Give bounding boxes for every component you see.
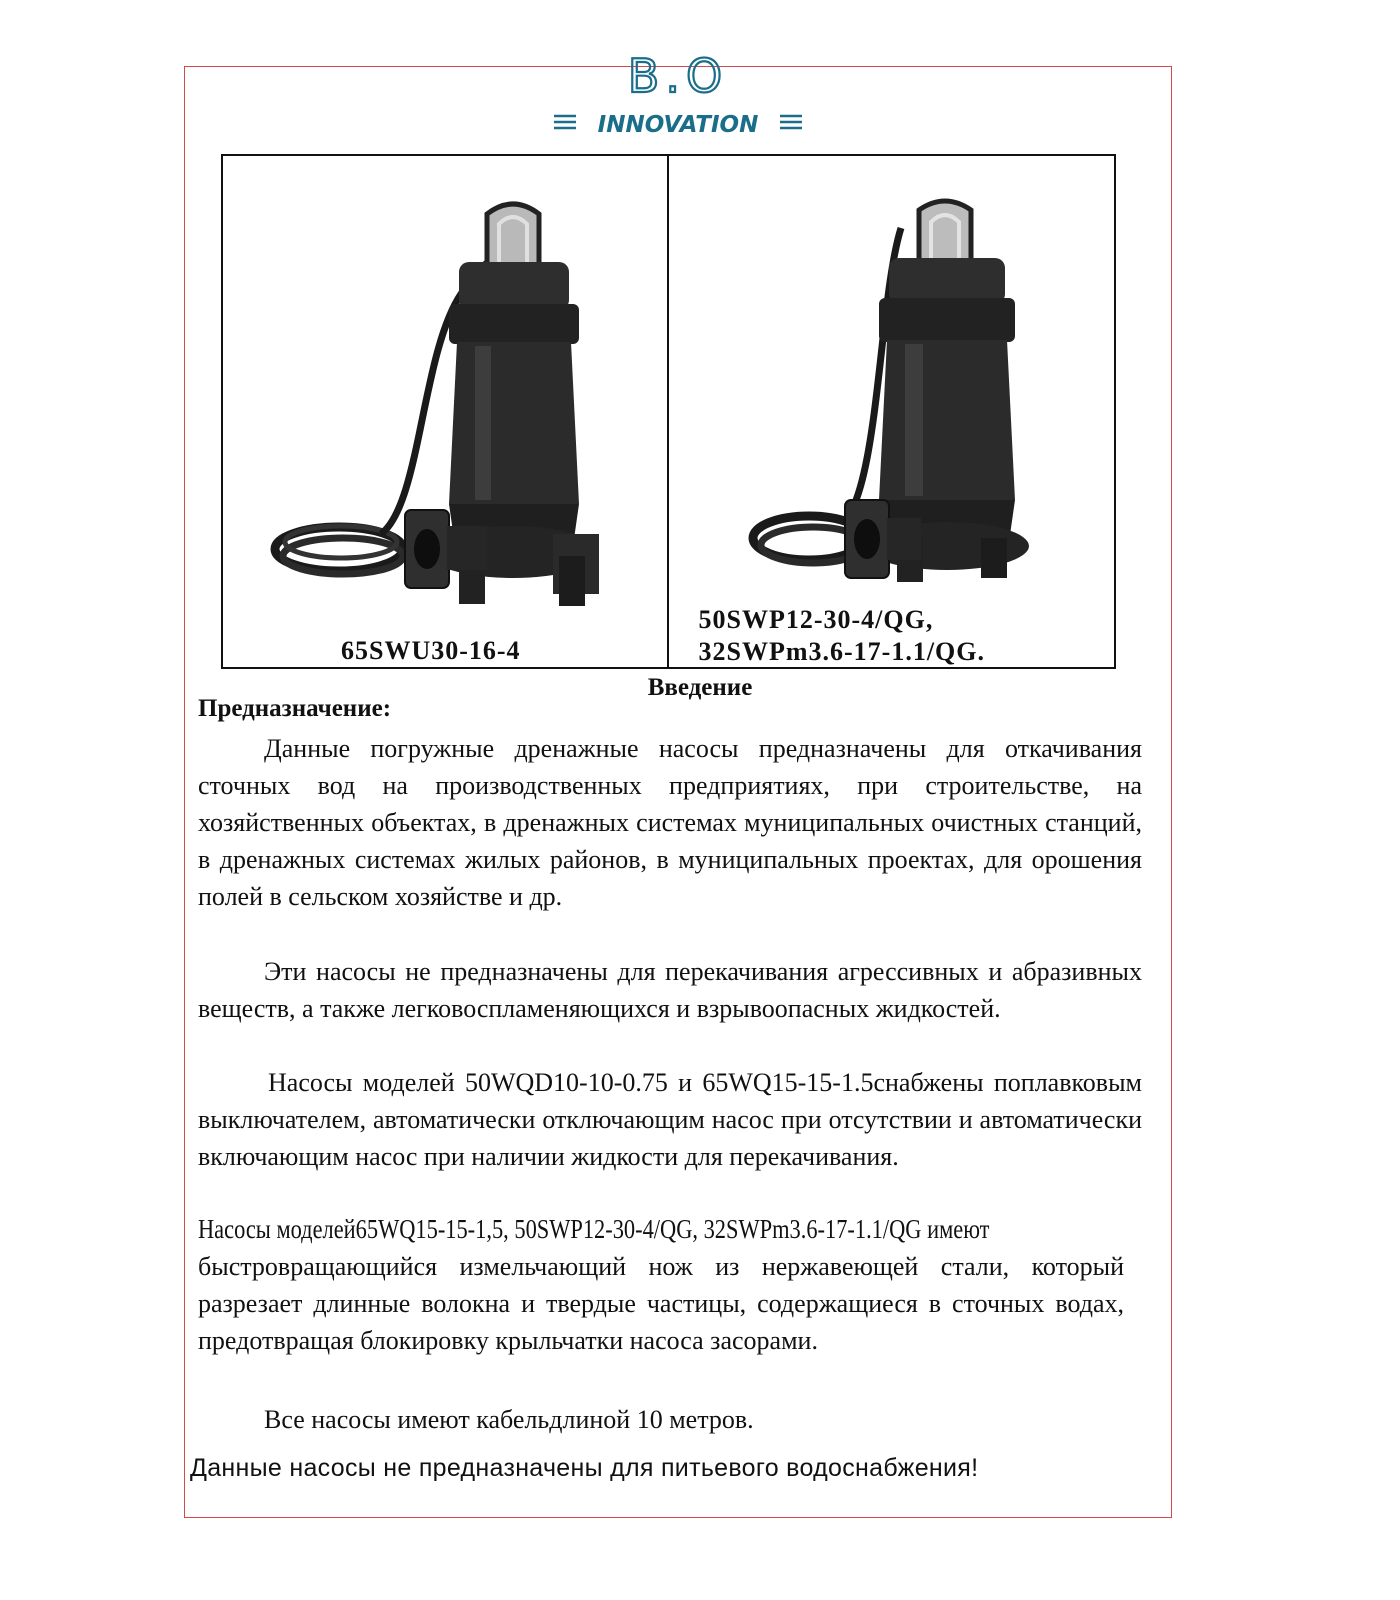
drinking-water-warning: Данные насосы не предназначены для питьевого водоснабжения!	[190, 1454, 979, 1482]
paragraph-cutter-text: быстровращающийся измельчающий нож из нержавеющей стали, который разрезает длинные волокна и твердые частицы, содержащиеся в сточных водах, предотвращая блокировку крыльчатки насоса засорами.	[198, 1252, 1124, 1355]
logo-stripes-right	[780, 116, 802, 128]
product-cell-50swp	[669, 156, 1115, 667]
product-caption-50swp-line2: 32SWPm3.6-17-1.1/QG.	[698, 637, 985, 666]
product-caption-50swp	[699, 604, 986, 668]
paragraph-cable-text: Все насосы имеют кабельдлиной 10 метров.	[264, 1405, 754, 1434]
paragraph-purpose	[198, 730, 1142, 915]
paragraph-restrictions	[198, 953, 1142, 1027]
paragraph-cable	[198, 1401, 1142, 1438]
purpose-heading: Предназначение:	[198, 695, 392, 722]
product-caption-50swp-line1: 50SWP12-30-4/QG,	[698, 605, 934, 634]
product-caption-65swu: 65SWU30-16-4	[341, 636, 521, 665]
logo-stripes-left	[554, 116, 576, 128]
section-title: Введение	[647, 674, 753, 701]
paragraph-cutter	[198, 1211, 1142, 1359]
paragraph-restrictions-text: Эти насосы не предназначены для перекачивания агрессивных и абразивных веществ, а также легковоспламеняющихся и взрывоопасных жидкостей.	[198, 957, 1142, 1023]
brand-logo	[548, 52, 808, 144]
product-cell-65swu	[223, 156, 669, 667]
pump-50swp-image	[729, 178, 1069, 588]
pump-65swu-image	[261, 174, 641, 624]
paragraph-purpose-text: Данные погружные дренажные насосы предназначены для откачивания сточных вод на производственных предприятиях, при строительстве, на хозяйственных объектах, в дренажных системах муниципальных очистных станций, в дренажных системах жилых районов, в муниципальных проектах, для орошения полей в сельском хозяйстве и др.	[198, 734, 1142, 911]
paragraph-float-switch	[198, 1064, 1142, 1175]
paragraph-cutter-first-line: Насосы моделей65WQ15-15-1,5, 50SWP12-30-4/QG, 32SWPm3.6-17-1.1/QG имеют	[198, 1214, 990, 1244]
logo-mark: B.O	[627, 52, 729, 103]
logo-brand-text: INNOVATION	[597, 112, 759, 138]
paragraph-float-switch-text: Насосы моделей 50WQD10-10-0.75 и 65WQ15-15-1.5снабжены поплавковым выключателем, автоматически отключающим насос при отсутствии и автоматически включающим насос при наличии жидкости для перекачивания.	[198, 1068, 1142, 1171]
product-photo-table	[221, 154, 1116, 669]
